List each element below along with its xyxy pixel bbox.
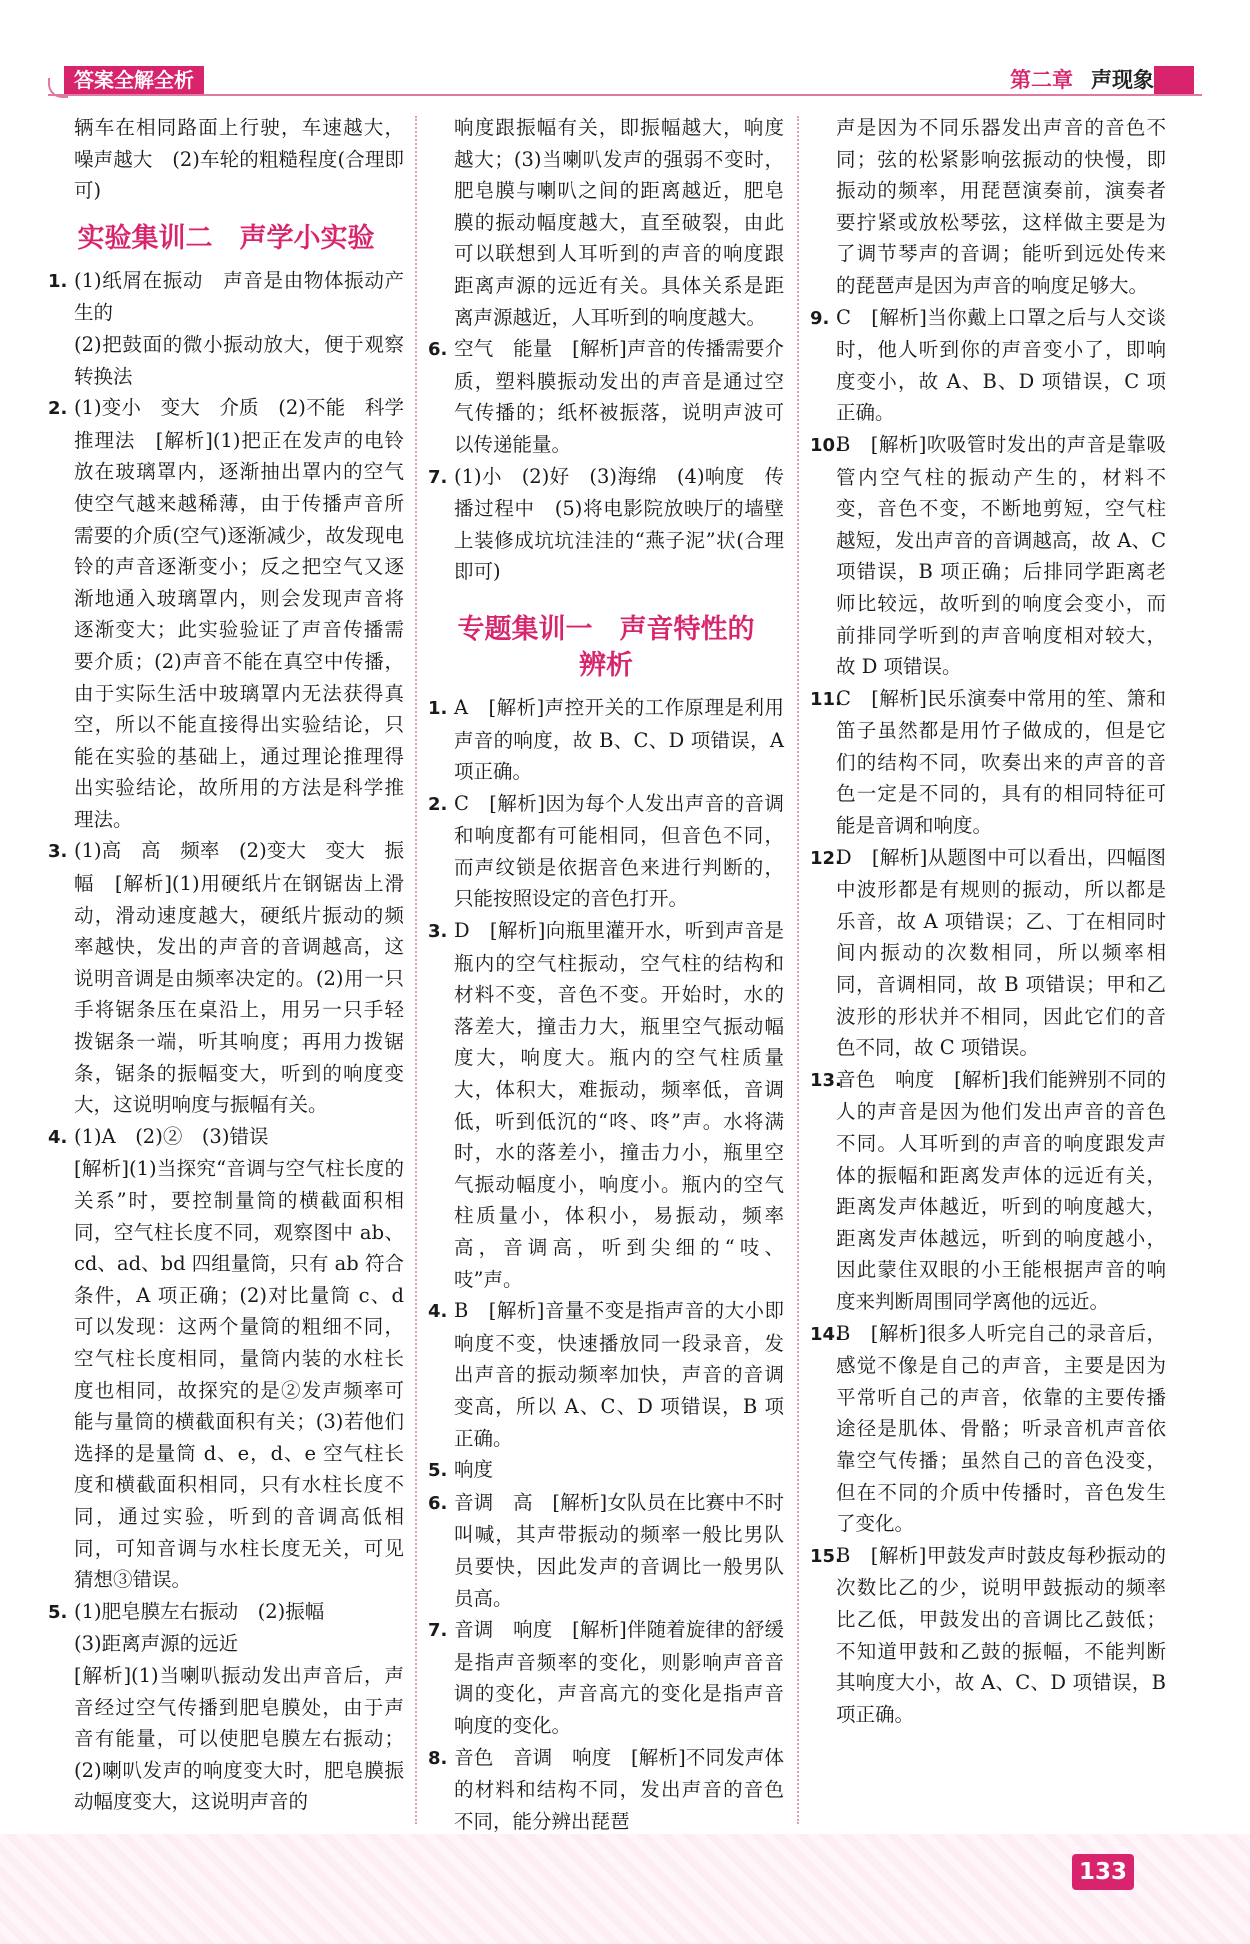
answer-item <box>428 1614 784 1741</box>
answer-number: 13. <box>810 1069 842 1091</box>
answer-column-2 <box>428 112 784 1834</box>
answer-text: (1)A (2)② (3)错误 <box>74 1124 269 1148</box>
answer-item <box>428 333 784 460</box>
answer-item <box>810 1064 1166 1318</box>
answer-text: C [解析]因为每个人发出声音的音调和响度都有可能相同，但音色不同，而声纹锁是依据音色来进行判断的，只能按照设定的音色打开。 <box>454 791 784 911</box>
answer-item <box>428 1487 784 1614</box>
answer-number: 12. <box>810 847 842 869</box>
answer-item <box>48 392 404 835</box>
header-color-tab <box>1154 66 1194 94</box>
answer-item <box>810 429 1166 683</box>
answer-text: 空气 能量 [解析]声音的传播需要介质，塑料膜振动发出的声音是通过空气传播的；纸杯被振落，说明声波可以传递能量。 <box>454 337 784 456</box>
answer-item-extra: (3)距离声源的远近 <box>74 1632 239 1656</box>
answer-text: 音色 音调 响度 [解析]不同发声体的材料和结构不同，发出声音的音色不同，能分辨出琵琶 <box>454 1745 784 1833</box>
answer-column-3 <box>810 112 1166 1834</box>
answer-number: 5. <box>48 1601 68 1623</box>
answer-item <box>48 265 404 329</box>
answer-text: C [解析]当你戴上口罩之后与人交谈时，他人听到你的声音变小了，即响度变小，故 A、B、D 项错误，C 项正确。 <box>836 305 1166 425</box>
answer-column-1 <box>48 112 424 1834</box>
section-title-line-2: 辨析 <box>579 649 633 681</box>
answer-item <box>48 835 404 1120</box>
answer-text: (1)小 (2)好 (3)海绵 (4)响度 传播过程中 (5)将电影院放映厅的墙壁上装修成坑坑洼洼的“燕子泥”状(合理即可) <box>454 464 784 584</box>
answer-item <box>428 1742 784 1838</box>
answer-number: 6. <box>428 339 448 361</box>
answer-number: 3. <box>48 841 68 863</box>
answer-number: 4. <box>428 1301 448 1323</box>
answer-text: B [解析]吹吸管时发出的声音是靠吸管内空气柱的振动产生的，材料不变，音色不变，不断地剪短，空气柱越短，发出声音的音调越高，故 A、C 项错误，B 项正确；后排同学距离老师比较远，故听到的响度会变小，而前排同学听到的声音响度相对较大，故 D 项错误。 <box>836 432 1166 679</box>
answer-text: 响度 <box>454 1458 494 1482</box>
answer-item-extra: [解析](1)当探究“音调与空气柱长度的关系”时，要控制量筒的横截面积相同，空气柱长度不同，观察图中 ab、cd、ad、bd 四组量筒，只有 ab 符合条件，A 项正确；(2)对比量筒 c、d 可以发现：这两个量筒的粗细不同，空气柱长度相同，量筒内装的水柱长度也相同，故探究的是②发声频率可能与量筒的横截面积有关；(3)若他们选择的是量筒 d、e，d、e 空气柱长度和横截面积相同，只有水柱长度不同，通过实验，听到的音调高低相同，可知音调与水柱长度无关，可见猜想③错误。 <box>74 1157 404 1592</box>
answer-item <box>810 302 1166 429</box>
continued-text: 响度跟振幅有关，即振幅越大，响度越大；(3)当喇叭发声的强弱不变时，肥皂膜与喇叭之间的距离越近，肥皂膜的振动幅度越大，直至破裂，由此可以联想到人耳听到的声音的响度跟距离声源的远近有关。具体关系是距离声源越近，人耳听到的响度越大。 <box>454 116 784 329</box>
answer-number: 8. <box>428 1747 448 1769</box>
answer-text: (1)变小 变大 介质 (2)不能 科学推理法 [解析](1)把正在发声的电铃放在玻璃罩内，逐渐抽出罩内的空气使空气越来越稀薄，由于传播声音所需要的介质(空气)逐渐减少，故发现电铃的声音逐渐变小；反之把空气又逐渐地通入玻璃罩内，则会发现声音将逐渐变大；此实验验证了声音传播需要介质；(2)声音不能在真空中传播，由于实际生活中玻璃罩内无法获得真空，所以不能直接得出实验结论，只能在实验的基础上，通过理论推理得出实验结论，故所用的方法是科学推理法。 <box>74 396 404 831</box>
answer-text: C [解析]民乐演奏中常用的笙、箫和笛子虽然都是用竹子做成的，但是它们的结构不同，吹奏出来的声音的音色一定是不同的，具有的相同特征可能是音调和响度。 <box>836 686 1166 838</box>
answer-number: 2. <box>48 398 68 420</box>
answer-text: A [解析]声控开关的工作原理是利用声音的响度，故 B、C、D 项错误，A 项正确。 <box>454 695 784 784</box>
page-number: 133 <box>1072 1854 1134 1890</box>
answer-item <box>810 1318 1166 1540</box>
answer-item <box>48 1596 404 1629</box>
footer-pattern <box>0 1834 1250 1944</box>
section-title-line-1: 专题集训一 声音特性的 <box>457 613 755 645</box>
answer-text: B [解析]甲鼓发声时鼓皮每秒振动的次数比乙的少，说明甲鼓振动的频率比乙低，甲鼓发出的音调比乙鼓低；不知道甲鼓和乙鼓的振幅，不能判断其响度大小，故 A、C、D 项错误，B 项正确。 <box>836 1543 1166 1726</box>
answer-text: 音调 高 [解析]女队员在比赛中不时叫喊，其声带振动的频率一般比男队员要快，因此发声的音调比一般男队员高。 <box>454 1490 784 1610</box>
answer-number: 2. <box>428 793 448 815</box>
column-divider <box>415 116 417 1824</box>
answer-number: 11. <box>810 688 842 710</box>
answer-text: 音调 响度 [解析]伴随着旋律的舒缓是指声音频率的变化，则影响声音音调的变化，声音高亢的变化是指声音响度的变化。 <box>454 1618 784 1737</box>
continued-text: 辆车在相同路面上行驶，车速越大，噪声越大 (2)车轮的粗糙程度(合理即可) <box>74 116 404 203</box>
answer-text: D [解析]从题图中可以看出，四幅图中波形都是有规则的振动，所以都是乐音，故 A 项错误；乙、丁在相同时间内振动的次数相同，所以频率相同，音调相同，故 B 项错误；甲和乙波形的形状并不相同，因此它们的音色不同，故 C 项错误。 <box>836 845 1166 1060</box>
answer-number: 1. <box>428 697 448 719</box>
section-title: 实验集训二 声学小实验 <box>77 222 375 254</box>
header-rule <box>48 94 1202 96</box>
column-divider <box>797 116 799 1824</box>
answer-item <box>428 461 784 588</box>
answer-number: 7. <box>428 466 448 488</box>
answer-item-extra: (2)把鼓面的微小振动放大，便于观察 转换法 <box>74 332 424 388</box>
answer-number: 10. <box>810 434 842 456</box>
chapter-title: 声现象 <box>1091 68 1154 92</box>
answer-number: 3. <box>428 921 448 943</box>
answer-item <box>428 915 784 1295</box>
answer-item <box>428 788 784 915</box>
answer-number: 15. <box>810 1545 842 1567</box>
answer-number: 7. <box>428 1620 448 1642</box>
answer-number: 4. <box>48 1126 68 1148</box>
answer-text: B [解析]很多人听完自己的录音后，感觉不像是自己的声音，主要是因为平常听自己的声音，依靠的主要传播途径是肌体、骨骼；听录音机声音依靠空气传播；虽然自己的音色没变，但在不同的介质中传播时，音色发生了变化。 <box>836 1321 1166 1536</box>
answer-number: 9. <box>810 307 830 329</box>
answer-item-extra: [解析](1)当喇叭振动发出声音后，声音经过空气传播到肥皂膜处，由于声音有能量，可以使肥皂膜左右振动；(2)喇叭发声的响度变大时，肥皂膜振动幅度变大，这说明声音的 <box>74 1663 404 1814</box>
answer-item <box>48 1121 404 1154</box>
answer-text: (1)肥皂膜左右振动 (2)振幅 <box>74 1599 325 1623</box>
answer-text: D [解析]向瓶里灌开水，听到声音是瓶内的空气柱振动，空气柱的结构和材料不变，音色不变。开始时，水的落差大，撞击力大，瓶里空气振动幅度大，响度大。瓶内的空气柱质量大，体积大，难振动，频率低，音调低，听到低沉的“咚、咚”声。水将满时，水的落差小，撞击力小，瓶里空气振动幅度小，响度小。瓶内的空气柱质量小，体积小，易振动，频率高，音调高，听到尖细的“吱、吱”声。 <box>454 919 784 1291</box>
chapter-number: 第二章 <box>1010 68 1073 92</box>
answer-item <box>428 1295 784 1454</box>
header-chapter <box>1010 66 1154 94</box>
answer-item <box>428 692 784 788</box>
section-title <box>428 612 784 684</box>
answer-number: 5. <box>428 1460 448 1482</box>
answer-item <box>810 683 1166 842</box>
answer-number: 1. <box>48 270 68 292</box>
answer-item <box>810 1540 1166 1731</box>
answer-list <box>48 265 424 1818</box>
answer-text: (1)纸屑在振动 声音是由物体振动产生的 <box>74 268 404 325</box>
continued-text: 声是因为不同乐器发出声音的音色不同；弦的松紧影响弦振动的快慢，即振动的频率，用琵琶演奏前，演奏者要拧紧或放松琴弦，这样做主要是为了调节琴声的音调；能听到远处传来的琵琶声是因为声音的响度足够大。 <box>836 116 1166 297</box>
answer-text: (1)高 高 频率 (2)变大 变大 振幅 [解析](1)用硬纸片在钢锯齿上滑动，滑动速度越大，硬纸片振动的频率越快，发出的声音的音调越高，这说明音调是由频率决定的。(2)用一只手将锯条压在桌沿上，用另一只手轻拨锯条一端，听其响度；再用力拨锯条，锯条的振幅变大，听到的响度变大，这说明响度与振幅有关。 <box>74 839 404 1117</box>
answer-item <box>810 842 1166 1064</box>
answer-number: 6. <box>428 1492 448 1514</box>
answer-number: 14. <box>810 1323 842 1345</box>
answer-text: B [解析]音量不变是指声音的大小即响度不变，快速播放同一段录音，发出声音的振动频率加快，声音的音调变高，所以 A、C、D 项错误，B 项正确。 <box>454 1299 784 1450</box>
answer-text: 音色 响度 [解析]我们能辨别不同的人的声音是因为他们发出声音的音色不同。人耳听到的声音的响度跟发声体的振幅和距离发声体的远近有关，距离发声体越近，听到的响度越大，距离发声体越远，听到的响度越小，因此蒙住双眼的小王能根据声音的响度来判断周围同学离他的远近。 <box>836 1067 1166 1313</box>
header-section-label: 答案全解全析 <box>64 66 204 94</box>
answer-item <box>428 1454 784 1487</box>
